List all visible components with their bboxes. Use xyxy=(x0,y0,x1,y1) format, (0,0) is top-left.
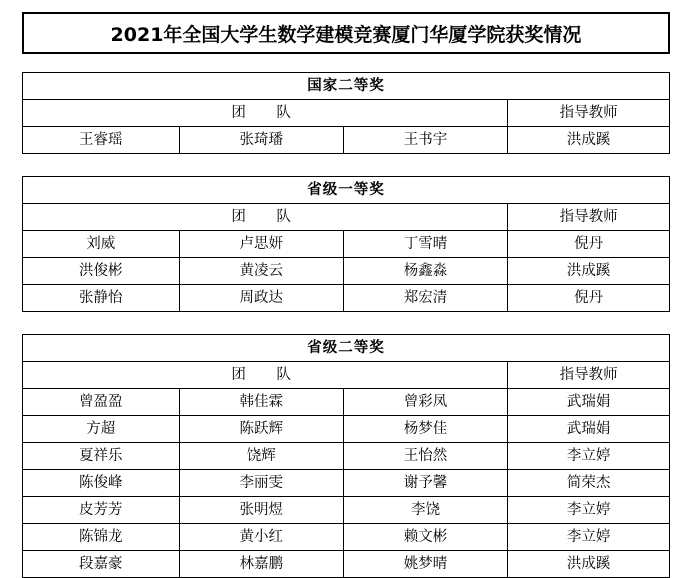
cell-member: 夏祥乐 xyxy=(23,443,180,470)
cell-member: 赖文彬 xyxy=(343,524,507,551)
cell-member: 张明煜 xyxy=(179,497,343,524)
column-header-advisor: 指导教师 xyxy=(508,362,670,389)
cell-member: 卢思妍 xyxy=(179,231,343,258)
cell-member: 王睿瑶 xyxy=(23,127,180,154)
table-row-section-title xyxy=(23,177,670,204)
cell-member: 谢予馨 xyxy=(343,470,507,497)
cell-member: 杨梦佳 xyxy=(343,416,507,443)
cell-advisor: 李立婷 xyxy=(508,497,670,524)
cell-member: 李丽雯 xyxy=(179,470,343,497)
table-row-header xyxy=(23,100,670,127)
cell-member: 郑宏清 xyxy=(343,285,507,312)
cell-member: 李饶 xyxy=(343,497,507,524)
cell-advisor: 简荣杰 xyxy=(508,470,670,497)
cell-advisor: 倪丹 xyxy=(508,285,670,312)
cell-advisor: 倪丹 xyxy=(508,231,670,258)
cell-member: 林嘉鹏 xyxy=(179,551,343,578)
cell-member: 张静怡 xyxy=(23,285,180,312)
cell-member: 杨鑫淼 xyxy=(343,258,507,285)
table-row xyxy=(23,389,670,416)
cell-member: 黄凌云 xyxy=(179,258,343,285)
cell-member: 饶辉 xyxy=(179,443,343,470)
table-row xyxy=(23,443,670,470)
table-row xyxy=(23,497,670,524)
column-header-advisor: 指导教师 xyxy=(508,204,670,231)
table-row-header xyxy=(23,204,670,231)
table-row-section-title xyxy=(23,73,670,100)
column-header-team: 团 队 xyxy=(23,362,508,389)
cell-member: 周政达 xyxy=(179,285,343,312)
cell-member: 黄小红 xyxy=(179,524,343,551)
cell-member: 王书宇 xyxy=(343,127,507,154)
cell-advisor: 李立婷 xyxy=(508,443,670,470)
awards-table-national-second xyxy=(22,72,670,154)
cell-member: 方超 xyxy=(23,416,180,443)
awards-table-provincial-second xyxy=(22,334,670,578)
cell-member: 曾彩凤 xyxy=(343,389,507,416)
cell-advisor: 洪成蹊 xyxy=(508,551,670,578)
document-title-box xyxy=(22,12,670,54)
cell-member: 丁雪晴 xyxy=(343,231,507,258)
column-header-team: 团 队 xyxy=(23,204,508,231)
cell-member: 陈锦龙 xyxy=(23,524,180,551)
table-row xyxy=(23,258,670,285)
cell-advisor: 洪成蹊 xyxy=(508,258,670,285)
column-header-team: 团 队 xyxy=(23,100,508,127)
table-row xyxy=(23,551,670,578)
cell-member: 陈俊峰 xyxy=(23,470,180,497)
table-row-section-title xyxy=(23,335,670,362)
page-title: 2021年全国大学生数学建模竞赛厦门华厦学院获奖情况 xyxy=(110,23,582,46)
section-title: 省级二等奖 xyxy=(23,335,670,362)
cell-member: 姚梦晴 xyxy=(343,551,507,578)
cell-member: 张琦璠 xyxy=(179,127,343,154)
table-row-header xyxy=(23,362,670,389)
cell-member: 刘威 xyxy=(23,231,180,258)
cell-advisor: 李立婷 xyxy=(508,524,670,551)
cell-advisor: 武瑞娟 xyxy=(508,389,670,416)
section-title: 国家二等奖 xyxy=(23,73,670,100)
cell-member: 段嘉豪 xyxy=(23,551,180,578)
cell-member: 陈跃辉 xyxy=(179,416,343,443)
section-title: 省级一等奖 xyxy=(23,177,670,204)
table-row xyxy=(23,231,670,258)
column-header-advisor: 指导教师 xyxy=(508,100,670,127)
cell-member: 皮芳芳 xyxy=(23,497,180,524)
cell-member: 洪俊彬 xyxy=(23,258,180,285)
cell-member: 韩佳霖 xyxy=(179,389,343,416)
table-row xyxy=(23,285,670,312)
table-row xyxy=(23,524,670,551)
cell-advisor: 武瑞娟 xyxy=(508,416,670,443)
cell-member: 王怡然 xyxy=(343,443,507,470)
cell-member: 曾盈盈 xyxy=(23,389,180,416)
awards-table-provincial-first xyxy=(22,176,670,312)
table-row xyxy=(23,127,670,154)
table-row xyxy=(23,416,670,443)
cell-advisor: 洪成蹊 xyxy=(508,127,670,154)
table-row xyxy=(23,470,670,497)
